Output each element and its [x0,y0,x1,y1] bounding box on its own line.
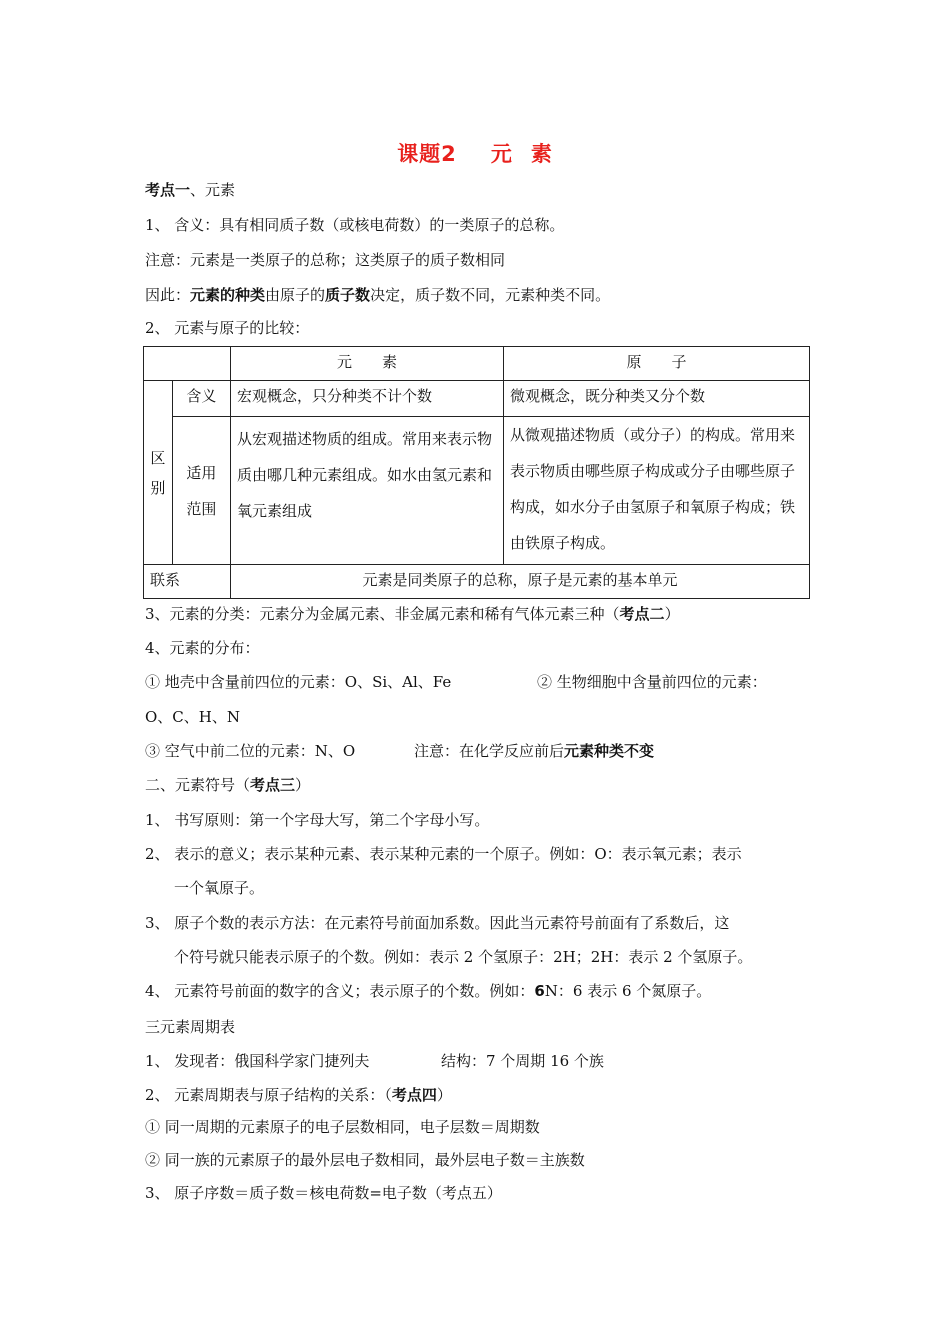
meaning-label: 含义 [172,381,230,417]
scope-atom: 从微观描述物质（或分子）的构成。常用来表示物质由哪些原子构成或分子由哪些原子构成，如水分子由氢原子和氧原子构成；铁由铁原子构成。 [504,417,810,565]
comparison-heading: 2、 元素与原子的比较： [145,319,310,337]
reaction-note [414,741,654,761]
header-atom: 原 子 [504,347,810,381]
classification-c: ） [664,605,680,623]
table-relation-line [145,1085,452,1105]
title-part1: 课题2 [397,142,457,166]
note-line: 注意：元素是一类原子的总称；这类原子的质子数相同 [145,251,506,269]
table-corner-cell [144,347,231,381]
relation-text: 元素是同类原子的总称，原子是元素的基本单元 [231,565,810,599]
therefore-line [145,285,610,305]
therefore-b: 元素的种类 [190,286,266,304]
therefore-d: 质子数 [325,286,371,304]
cell-elements: ② 生物细胞中含量前四位的元素： [537,673,767,691]
atom-count-method: 3、 原子个数的表示方法：在元素符号前面加系数。因此当元素符号前面有了系数后，这 [145,914,730,932]
table-relation-c: ） [436,1086,452,1104]
table-relation-b: 考点四 [391,1086,437,1104]
discoverer-line: 1、 发现者：俄国科学家门捷列夫 [145,1052,370,1070]
writing-rule: 1、 书写原则：第一个字母大写，第二个字母小写。 [145,811,490,829]
scope-label: 适用范围 [172,417,230,565]
coefficient-b: 6 [534,982,545,1000]
crust-elements: ① 地壳中含量前四位的元素：O、Si、Al、Fe [145,673,452,691]
row-group-label: 区别 [144,381,173,565]
table-row-meaning [144,381,810,417]
section2-heading [145,775,310,795]
structure-line: 结构：7 个周期 16 个族 [441,1052,604,1070]
relation-label: 联系 [144,565,231,599]
cell-elements-list: O、C、H、N [145,708,240,726]
document-title [0,138,950,168]
reaction-note-a: 注意：在化学反应前后 [414,742,565,760]
table-header-row [144,347,810,381]
comparison-table [143,346,810,599]
therefore-e: 决定，质子数不同，元素种类不同。 [370,286,611,304]
table-relation-a: 2、 元素周期表与原子结构的关系：（ [145,1086,392,1104]
definition-line: 1、 含义：具有相同质子数（或核电荷数）的一类原子的总称。 [145,216,565,234]
group-rule: ② 同一族的元素原子的最外层电子数相同，最外层电子数＝主族数 [145,1151,585,1169]
therefore-c: 由原子的 [265,286,326,304]
section2-c: ） [295,776,311,794]
meaning-atom: 微观概念，既分种类又分个数 [504,381,810,417]
period-rule: ① 同一周期的元素原子的电子层数相同，电子层数＝周期数 [145,1118,540,1136]
table-row-relation [144,565,810,599]
reaction-note-b: 元素种类不变 [564,742,655,760]
atom-count-method-cont: 个符号就只能表示原子的个数。例如：表示 2 个氢原子：2H；2H：表示 2 个氢原子。 [174,948,753,966]
atomic-number-rule: 3、 原子序数＝质子数＝核电荷数=电子数（考点五） [145,1184,502,1202]
symbol-meaning-cont: 一个氧原子。 [174,879,265,897]
section2-a: 二、元素符号（ [145,776,251,794]
table-row-scope [144,417,810,565]
classification-b: 考点二 [619,605,665,623]
classification-a: 3、元素的分类：元素分为金属元素、非金属元素和稀有气体元素三种（ [145,605,620,623]
section3-heading: 三元素周期表 [145,1018,236,1036]
classification-line [145,604,680,624]
section1-heading-bold: 考点一 [145,181,191,199]
scope-element: 从宏观描述物质的组成。常用来表示物质由哪几种元素组成。如水由氢元素和氧元素组成 [231,417,504,565]
coefficient-meaning [145,981,711,1001]
coefficient-a: 4、 元素符号前面的数字的含义；表示原子的个数。例如： [145,982,535,1000]
section1-heading [145,180,235,200]
air-elements: ③ 空气中前二位的元素：N、O [145,742,356,760]
section2-b: 考点三 [250,776,296,794]
coefficient-c: N：6 表示 6 个氮原子。 [544,982,712,1000]
title-part2: 元 [490,142,513,166]
header-element: 元 素 [231,347,504,381]
distribution-heading: 4、元素的分布： [145,639,260,657]
section1-heading-rest: 、元素 [190,181,236,199]
title-part3: 素 [530,142,553,166]
meaning-element: 宏观概念，只分种类不计个数 [231,381,504,417]
therefore-a: 因此： [145,286,191,304]
symbol-meaning: 2、 表示的意义；表示某种元素、表示某种元素的一个原子。例如：O：表示氧元素；表示 [145,845,742,863]
